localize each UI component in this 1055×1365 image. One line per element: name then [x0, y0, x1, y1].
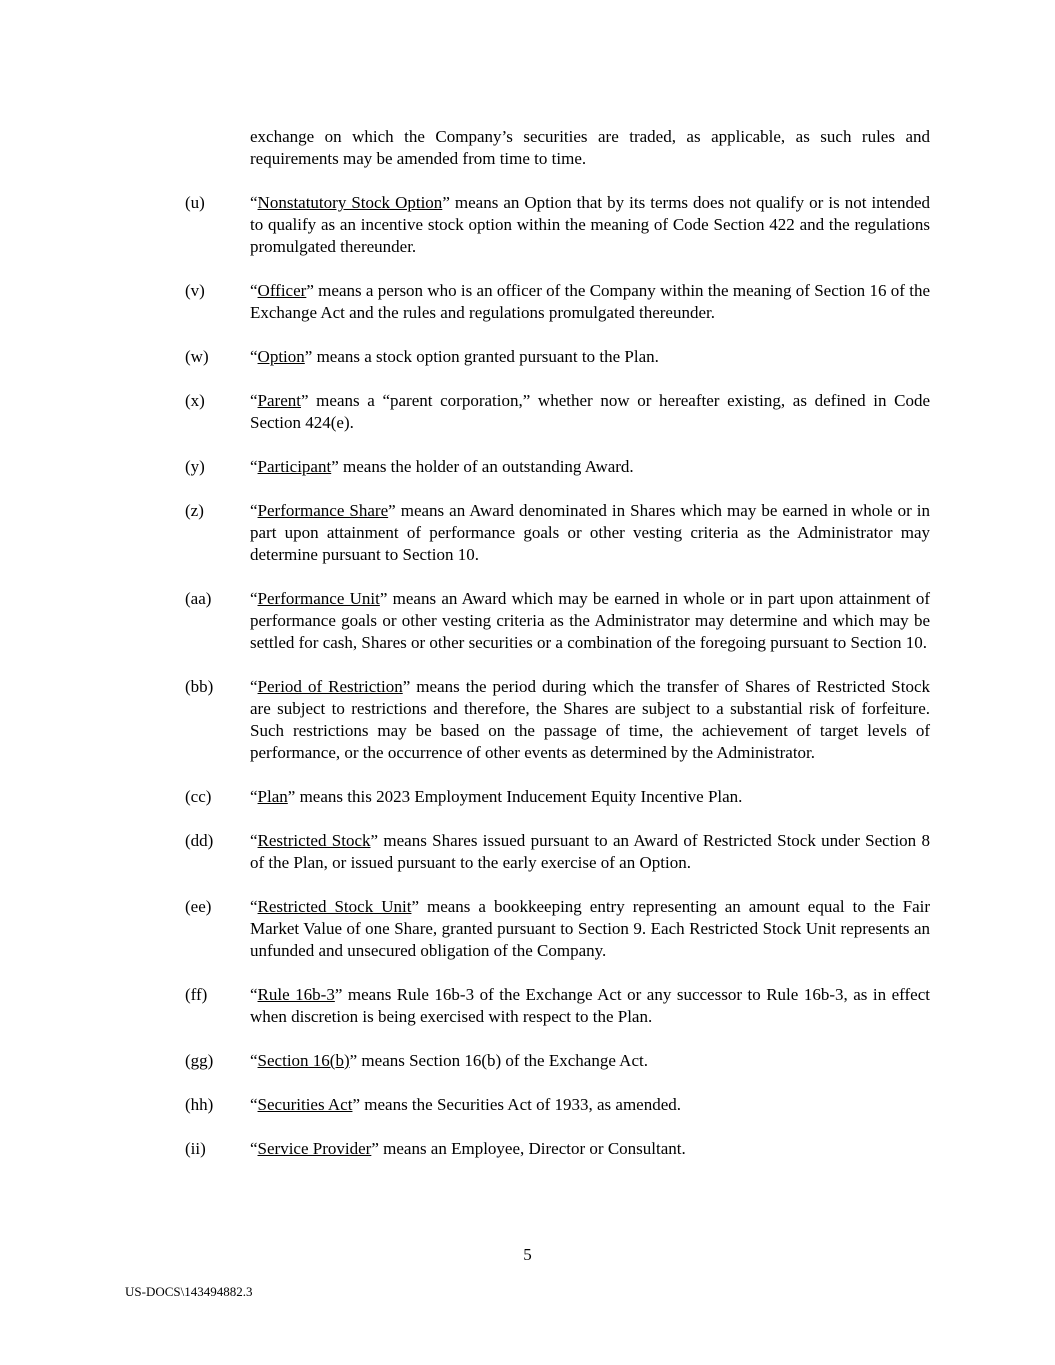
- definition-label: (hh): [185, 1095, 214, 1114]
- definition-item: [125, 456, 930, 478]
- continuation-paragraph: exchange on which the Company’s securities are traded, as applicable, as such rules and requirements may be amended from time to time.: [250, 127, 930, 168]
- definition-label: (gg): [185, 1051, 214, 1070]
- definition-rest: means Rule 16b-3 of the Exchange Act or any successor to Rule 16b-3, as in effect when discretion is being exercised with respect to the Plan.: [250, 985, 930, 1026]
- definition-rest: means Shares issued pursuant to an Award of Restricted Stock under Section 8 of the Plan, or issued pursuant to the early exercise of an Option.: [250, 831, 930, 872]
- definition-rest: means a “parent corporation,” whether now or hereafter existing, as defined in Code Section 424(e).: [250, 391, 930, 432]
- definition-text: [250, 1094, 930, 1116]
- open-quote: “: [250, 347, 258, 366]
- close-quote: ”: [334, 985, 343, 1004]
- defined-term: Option: [257, 347, 305, 366]
- definition-item: [125, 346, 930, 368]
- definition-item: [125, 896, 930, 962]
- definition-text: [250, 192, 930, 258]
- definition-item: [125, 280, 930, 324]
- defined-term: Rule 16b-3: [257, 985, 335, 1004]
- defined-term: Section 16(b): [257, 1051, 350, 1070]
- open-quote: “: [250, 193, 258, 212]
- close-quote: ”: [352, 1095, 360, 1114]
- definition-item: [125, 192, 930, 258]
- definition-item: [125, 390, 930, 434]
- defined-term: Restricted Stock: [257, 831, 371, 850]
- definition-label: (w): [185, 347, 209, 366]
- close-quote: ”: [388, 501, 396, 520]
- definition-label: (z): [185, 501, 204, 520]
- definition-text: [250, 896, 930, 962]
- defined-term: Officer: [257, 281, 307, 300]
- definition-text: [250, 280, 930, 324]
- close-quote: ”: [287, 787, 296, 806]
- close-quote: ”: [304, 347, 313, 366]
- definition-text: [250, 500, 930, 566]
- definition-rest: means this 2023 Employment Inducement Equity Incentive Plan.: [295, 787, 743, 806]
- definition-rest: means an Award denominated in Shares which may be earned in whole or in part upon attainment of performance goals or other vesting criteria as the Administrator may determine pursuant to Section 10.: [250, 501, 930, 564]
- defined-term: Parent: [257, 391, 301, 410]
- open-quote: “: [250, 787, 258, 806]
- definition-label: (v): [185, 281, 205, 300]
- definition-text: [250, 390, 930, 434]
- definition-item: [125, 1138, 930, 1160]
- open-quote: “: [250, 677, 258, 696]
- definition-text: [250, 676, 930, 764]
- open-quote: “: [250, 1095, 258, 1114]
- close-quote: ”: [370, 831, 379, 850]
- defined-term: Performance Unit: [257, 589, 380, 608]
- close-quote: ”: [402, 677, 411, 696]
- definition-item: [125, 786, 930, 808]
- open-quote: “: [250, 1051, 258, 1070]
- open-quote: “: [250, 391, 258, 410]
- open-quote: “: [250, 457, 258, 476]
- close-quote: ”: [306, 281, 314, 300]
- defined-term: Participant: [257, 457, 332, 476]
- definition-text: [250, 588, 930, 654]
- open-quote: “: [250, 985, 258, 1004]
- definition-text: [250, 456, 930, 478]
- definition-rest: means the holder of an outstanding Award.: [338, 457, 634, 476]
- definition-label: (aa): [185, 589, 212, 608]
- definition-rest: means the period during which the transfer of Shares of Restricted Stock are subject to restrictions and therefore, the Shares are subject to a substantial risk of forfeiture. Such restrictions may be based on the passage of time, the achievement of target levels of performance, or the occurrence of other events as determined by the Administrator.: [250, 677, 930, 762]
- definition-text: [250, 1050, 930, 1072]
- defined-term: Service Provider: [257, 1139, 372, 1158]
- definition-rest: means a bookkeeping entry representing an amount equal to the Fair Market Value of one Share, granted pursuant to Section 9. Each Restricted Stock Unit represents an unfunded and unsecured obligation of the Company.: [250, 897, 931, 960]
- definition-rest: means an Option that by its terms does not qualify or is not intended to qualify as an incentive stock option within the meaning of Code Section 422 and the regulations promulgated thereunder.: [250, 193, 930, 256]
- close-quote: ”: [331, 457, 339, 476]
- definition-item: [125, 676, 930, 764]
- definition-label: (cc): [185, 787, 212, 806]
- definition-text: [250, 984, 930, 1028]
- close-quote: ”: [349, 1051, 358, 1070]
- defined-term: Nonstatutory Stock Option: [257, 193, 443, 212]
- definition-item: [125, 1050, 930, 1072]
- definition-text: [250, 1138, 930, 1160]
- close-quote: ”: [371, 1139, 379, 1158]
- defined-term: Period of Restriction: [257, 677, 403, 696]
- definition-label: (u): [185, 193, 205, 212]
- definition-text: [250, 346, 930, 368]
- definition-rest: means a stock option granted pursuant to the Plan.: [312, 347, 659, 366]
- open-quote: “: [250, 897, 258, 916]
- defined-term: Performance Share: [257, 501, 389, 520]
- close-quote: ”: [300, 391, 309, 410]
- definition-rest: means Section 16(b) of the Exchange Act.: [357, 1051, 648, 1070]
- definition-label: (dd): [185, 831, 214, 850]
- definition-label: (ii): [185, 1139, 206, 1158]
- document-id-footer: US-DOCS\143494882.3: [125, 1284, 253, 1299]
- close-quote: ”: [379, 589, 388, 608]
- open-quote: “: [250, 589, 258, 608]
- open-quote: “: [250, 831, 258, 850]
- defined-term: Securities Act: [257, 1095, 353, 1114]
- definition-item: [125, 588, 930, 654]
- definition-rest: means the Securities Act of 1933, as amended.: [360, 1095, 682, 1114]
- close-quote: ”: [442, 193, 450, 212]
- definition-rest: means an Award which may be earned in whole or in part upon attainment of performance goals or other vesting criteria as the Administrator may determine and which may be settled for cash, Shares or other securities or a combination of the foregoing pursuant to Section 10.: [250, 589, 930, 652]
- definition-rest: means a person who is an officer of the Company within the meaning of Section 16 of the Exchange Act and the rules and regulations promulgated thereunder.: [250, 281, 930, 322]
- definition-text: [250, 786, 930, 808]
- definition-item: [125, 500, 930, 566]
- definition-text: [250, 830, 930, 874]
- defined-term: Restricted Stock Unit: [257, 897, 412, 916]
- definition-item: [125, 830, 930, 874]
- defined-term: Plan: [257, 787, 288, 806]
- page-number: 5: [523, 1245, 532, 1264]
- close-quote: ”: [411, 897, 419, 916]
- definition-item: [125, 1094, 930, 1116]
- open-quote: “: [250, 501, 258, 520]
- definition-label: (ee): [185, 897, 212, 916]
- definition-rest: means an Employee, Director or Consultant.: [378, 1139, 686, 1158]
- definition-label: (ff): [185, 985, 208, 1004]
- definition-label: (bb): [185, 677, 214, 696]
- open-quote: “: [250, 1139, 258, 1158]
- open-quote: “: [250, 281, 258, 300]
- definition-item: [125, 984, 930, 1028]
- definition-label: (x): [185, 391, 205, 410]
- definition-label: (y): [185, 457, 205, 476]
